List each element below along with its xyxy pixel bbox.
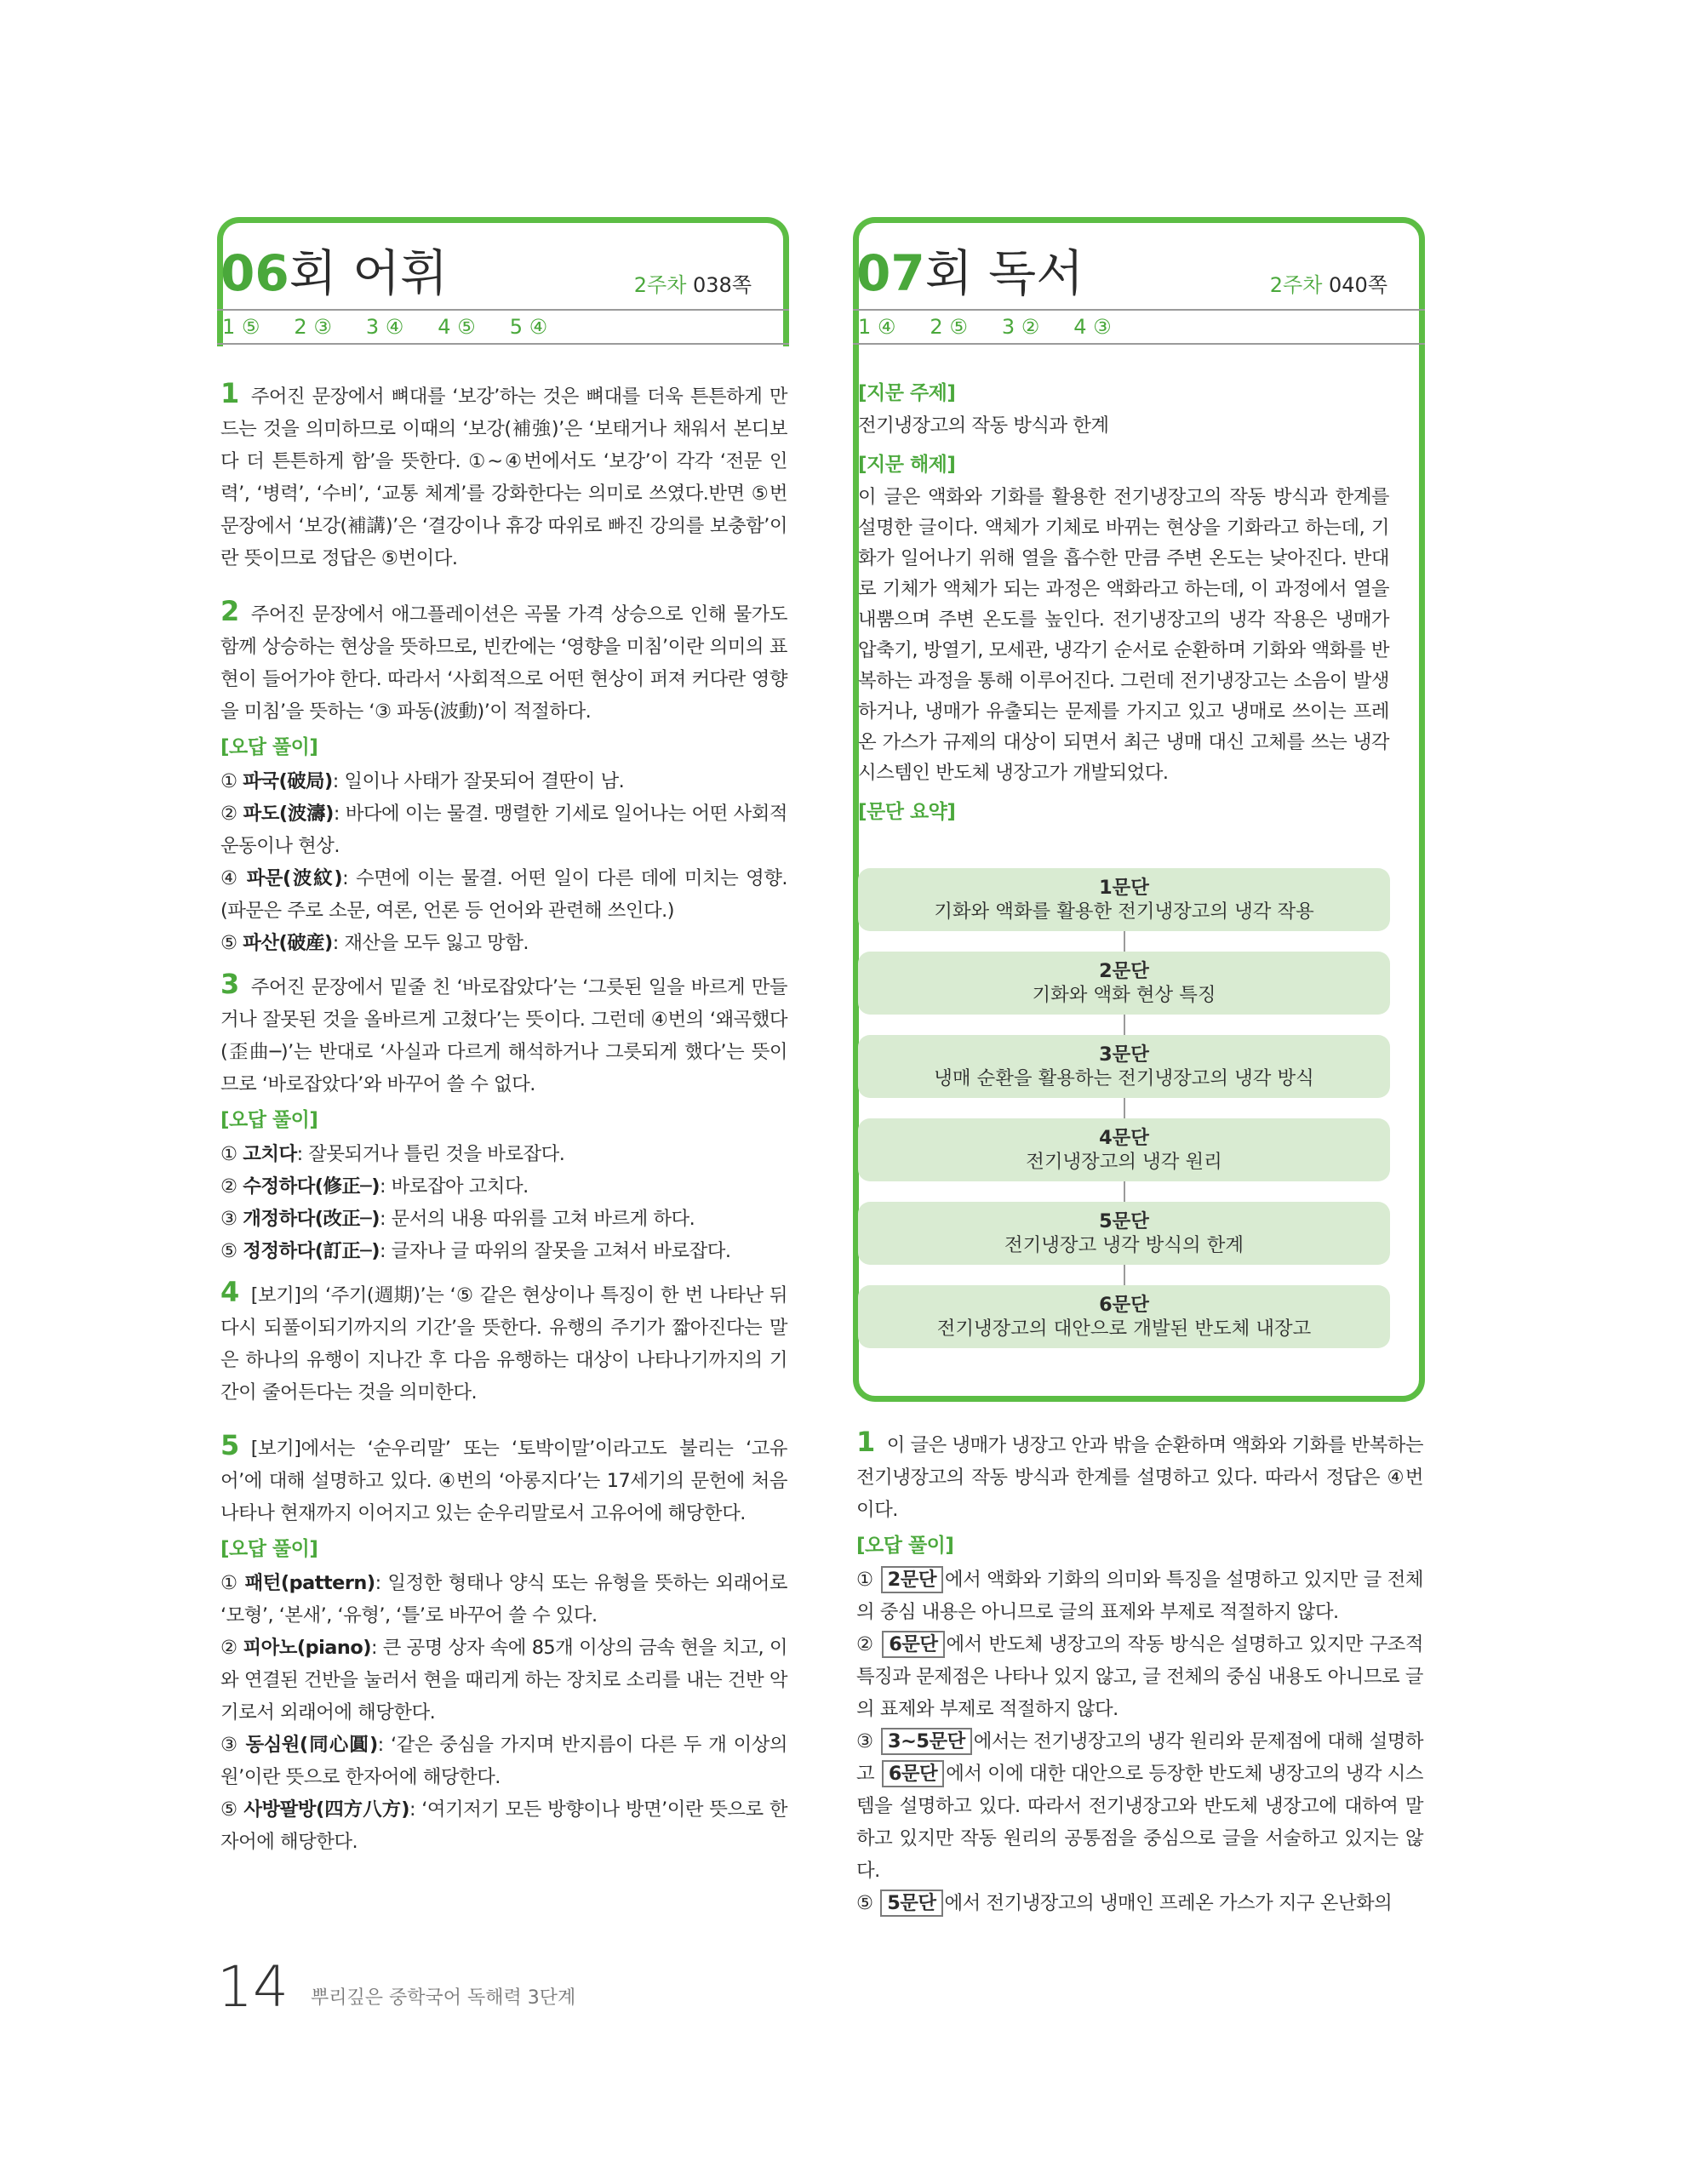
section-header (217, 217, 789, 345)
question-number: 4 (220, 1276, 239, 1308)
wrong-answer-item: ⑤ 파산(破産): 재산을 모두 잃고 망함. (220, 932, 529, 954)
page-footer (217, 1954, 576, 2020)
question-number: 1 (220, 377, 239, 409)
page-label: 040쪽 (1322, 273, 1387, 297)
wrong-answer-item: ② 6문단 에서 반도체 냉장고의 작동 방식은 설명하고 있지만 구조적 특징과 문제점은 나타나 있지 않고, 글 전체의 중심 내용도 아니므로 글의 표제와 부제로 적절하지 않다. (856, 1628, 1423, 1725)
explanations (220, 377, 787, 1858)
wrong-answer-item: ② 수정하다(修正─): 바로잡아 고치다. (220, 1175, 529, 1198)
topic-heading: [지문 주제] (858, 382, 956, 404)
paragraph-box: 2문단 기화와 액화 현상 특징 (858, 952, 1390, 1015)
wrong-answer-item: ⑤ 사방팔방(四方八方): ‘여기저기 모든 방향이나 방면’이란 뜻으로 한자어에 해당한다. (220, 1798, 788, 1853)
paragraph-summary-flow (858, 868, 1390, 1348)
section-title (856, 244, 1084, 302)
book-title: 뿌리깊은 중학국어 독해력 3단계 (311, 1987, 576, 2009)
explanation-1 (856, 1426, 1423, 1526)
wrong-answer-heading: [오답 풀이] (220, 1109, 318, 1131)
explanations (856, 1426, 1423, 1919)
wrong-answer-item: ② 피아노(piano): 큰 공명 상자 속에 85개 이상의 금속 현을 치고, 이와 연결된 건반을 눌러서 현을 때리게 하는 장치로 소리를 내는 건반 악기로서 외래어에 해당한다. (220, 1637, 787, 1724)
answer-item: 4 ⑤ (438, 315, 476, 339)
paragraph-tag: 6문단 (882, 1631, 944, 1658)
paragraph-box: 4문단 전기냉장고의 냉각 원리 (858, 1118, 1390, 1181)
page-label: 038쪽 (686, 273, 752, 297)
passage-info (858, 374, 1389, 829)
connector-line (1124, 931, 1125, 952)
topic-text: 전기냉장고의 작동 방식과 한계 (858, 415, 1109, 437)
paragraph-tag: 2문단 (881, 1566, 943, 1593)
title-number: 06 (220, 244, 289, 302)
answer-item: 2 ⑤ (930, 315, 968, 339)
explanation-text: [보기]에서는 ‘순우리말’ 또는 ‘토박이말’이라고도 불리는 ‘고유어’에 대해 설명하고 있다. ④번의 ‘아롱지다’는 17세기의 문헌에 처음 나타나 현재까지 이어지고 있는 순우리말로서 고유어에 해당한다. (220, 1438, 787, 1524)
analysis-text: 이 글은 액화와 기화를 활용한 전기냉장고의 작동 방식과 한계를 설명한 글이다. 액체가 기체로 바뀌는 현상을 기화라고 하는데, 기화가 일어나기 위해 열을 흡수한 만큼 주변 온도는 낮아진다. 반대로 기체가 액체가 되는 과정은 액화라고 하는데, 이 과정에서 열을 내뿜으며 주변 온도를 높인다. 전기냉장고의 냉각 작용은 냉매가 압축기, 방열기, 모세관, 냉각기 순서로 순환하며 기화와 액화를 반복하는 과정을 통해 이루어진다. 그런데 전기냉장고는 소음이 발생하거나, 냉매가 유출되는 문제를 가지고 있고 냉매로 쓰이는 프레온 가스가 규제의 대상이 되면서 최근 냉매 대신 고체를 쓰는 냉각 시스템인 반도체 냉장고가 개발되었다. (858, 486, 1389, 784)
wrong-answer-item: ① 고치다: 잘못되거나 틀린 것을 바로잡다. (220, 1143, 565, 1165)
answer-key (853, 309, 1425, 345)
answer-item: 3 ② (1001, 315, 1040, 339)
paragraph-box: 1문단 기화와 액화를 활용한 전기냉장고의 냉각 작용 (858, 868, 1390, 931)
wrong-answer-item: ① 파국(破局): 일이나 사태가 잘못되어 결딴이 남. (220, 770, 625, 792)
week-label: 2주차 (633, 273, 687, 297)
page-reference (634, 268, 752, 298)
question-number: 2 (220, 595, 239, 627)
explanation-text: 이 글은 냉매가 냉장고 안과 밖을 순환하며 액화와 기화를 반복하는 전기냉장고의 작동 방식과 한계를 설명하고 있다. 따라서 정답은 ④번이다. (856, 1434, 1423, 1521)
wrong-answer-item: ③ 동심원(同心圓): ‘같은 중심을 가지며 반지름이 다른 두 개 이상의 원’이란 뜻으로 한자어에 해당한다. (220, 1734, 787, 1788)
connector-line (1124, 1098, 1125, 1118)
paragraph-tag: 3~5문단 (881, 1728, 972, 1755)
explanation-text: [보기]의 ‘주기(週期)’는 ‘⑤ 같은 현상이나 특징이 한 번 나타난 뒤 다시 되풀이되기까지의 기간’을 뜻한다. 유행의 주기가 짧아진다는 말은 하나의 유행이 지나간 후 다음 유행하는 대상이 나타나기까지의 기간이 줄어든다는 것을 의미한다. (220, 1284, 787, 1404)
paragraph-box: 6문단 전기냉장고의 대안으로 개발된 반도체 내장고 (858, 1285, 1390, 1348)
explanation-5 (220, 1429, 787, 1529)
page-reference (1270, 268, 1387, 298)
answer-item: 1 ⑤ (222, 315, 260, 339)
explanation-2 (220, 595, 787, 728)
wrong-answer-item: ③ 3~5문단 에서는 전기냉장고의 냉각 원리와 문제점에 대해 설명하고 6문단 에서 이에 대한 대안으로 등장한 반도체 냉장고의 냉각 시스템을 설명하고 있다. 따라서 전기냉장고와 반도체 냉장고에 대하여 말하고 있지만 작동 원리의 공통점을 중심으로 글을 서술하고 있지는 않다. (856, 1725, 1423, 1887)
wrong-answer-item: ① 2문단 에서 액화와 기화의 의미와 특징을 설명하고 있지만 글 전체의 중심 내용은 아니므로 글의 표제와 부제로 적절하지 않다. (856, 1564, 1423, 1628)
summary-heading: [문단 요약] (858, 801, 956, 823)
reading-section (853, 217, 1425, 1914)
answer-item: 1 ④ (858, 315, 896, 339)
explanation-1 (220, 377, 787, 575)
connector-line (1124, 1265, 1125, 1285)
question-number: 3 (220, 968, 239, 1000)
answer-item: 3 ④ (365, 315, 404, 339)
vocabulary-section (217, 217, 789, 1853)
wrong-answer-heading: [오답 풀이] (220, 1538, 318, 1560)
question-number: 1 (856, 1426, 875, 1458)
section-title (220, 244, 449, 302)
paragraph-box: 3문단 냉매 순환을 활용하는 전기냉장고의 냉각 방식 (858, 1035, 1390, 1098)
title-name: 회 독서 (924, 244, 1084, 302)
wrong-answer-item: ② 파도(波濤): 바다에 이는 물결. 맹렬한 기세로 일어나는 어떤 사회적 운동이나 현상. (220, 803, 787, 857)
explanation-3 (220, 968, 787, 1101)
question-number: 5 (220, 1429, 239, 1461)
page-number: 14 (217, 1954, 289, 2020)
week-label: 2주차 (1269, 273, 1323, 297)
paragraph-tag: 5문단 (880, 1890, 942, 1917)
wrong-answer-item: ③ 개정하다(改正─): 문서의 내용 따위를 고쳐 바르게 하다. (220, 1208, 695, 1230)
title-number: 07 (856, 244, 925, 302)
answer-item: 2 ③ (294, 315, 332, 339)
title-name: 회 어휘 (289, 244, 449, 302)
explanation-text: 주어진 문장에서 애그플레이션은 곡물 가격 상승으로 인해 물가도 함께 상승하는 현상을 뜻하므로, 빈칸에는 ‘영향을 미침’이란 의미의 표현이 들어가야 한다. 따라서 ‘사회적으로 어떤 현상이 퍼져 커다란 영향을 미침’을 뜻하는 ‘③ 파동(波動)’이 적절하다. (220, 603, 787, 723)
wrong-answer-item: ④ 파문(波紋): 수면에 이는 물결. 어떤 일이 다른 데에 미치는 영향. (파문은 주로 소문, 여론, 언론 등 언어와 관련해 쓰인다.) (220, 867, 787, 922)
answer-item: 4 ③ (1073, 315, 1112, 339)
wrong-answer-item: ① 패턴(pattern): 일정한 형태나 양식 또는 유형을 뜻하는 외래어로 ‘모형’, ‘본새’, ‘유형’, ‘틀’로 바꾸어 쓸 수 있다. (220, 1572, 787, 1627)
connector-line (1124, 1181, 1125, 1202)
answer-item: 5 ④ (509, 315, 548, 339)
wrong-answer-item: ⑤ 정정하다(訂正─): 글자나 글 따위의 잘못을 고쳐서 바로잡다. (220, 1240, 731, 1262)
wrong-answer-heading: [오답 풀이] (220, 736, 318, 758)
paragraph-tag: 6문단 (882, 1760, 944, 1787)
paragraph-box: 5문단 전기냉장고 냉각 방식의 한계 (858, 1202, 1390, 1265)
explanation-text: 주어진 문장에서 밑줄 친 ‘바로잡았다’는 ‘그릇된 일을 바르게 만들거나 잘못된 것을 올바르게 고쳤다’는 뜻이다. 그런데 ④번의 ‘왜곡했다(歪曲─)’는 반대로 ‘사실과 다르게 해석하거나 그릇되게 했다’는 뜻이므로 ‘바로잡았다’와 바꾸어 쓸 수 없다. (220, 976, 787, 1095)
section-header (853, 217, 1425, 345)
explanation-text: 주어진 문장에서 뼈대를 ‘보강’하는 것은 뼈대를 더욱 튼튼하게 만드는 것을 의미하므로 이때의 ‘보강(補強)’은 ‘보태거나 채워서 본디보다 더 튼튼하게 함’을 뜻한다. ①~④번에서도 ‘보강’이 각각 ‘전문 인력’, ‘병력’, ‘수비’, ‘교통 체계’를 강화한다는 의미로 쓰였다.반면 ⑤번 문장에서 ‘보강(補講)’은 ‘결강이나 휴강 따위로 빠진 강의를 보충함’이란 뜻이므로 정답은 ⑤번이다. (220, 386, 787, 569)
explanation-4 (220, 1276, 787, 1409)
connector-line (1124, 1015, 1125, 1035)
wrong-answer-heading: [오답 풀이] (856, 1535, 954, 1557)
wrong-answer-item: ⑤ 5문단 에서 전기냉장고의 냉매인 프레온 가스가 지구 온난화의 (856, 1887, 1423, 1919)
analysis-heading: [지문 해제] (858, 454, 956, 476)
answer-key (217, 309, 789, 345)
